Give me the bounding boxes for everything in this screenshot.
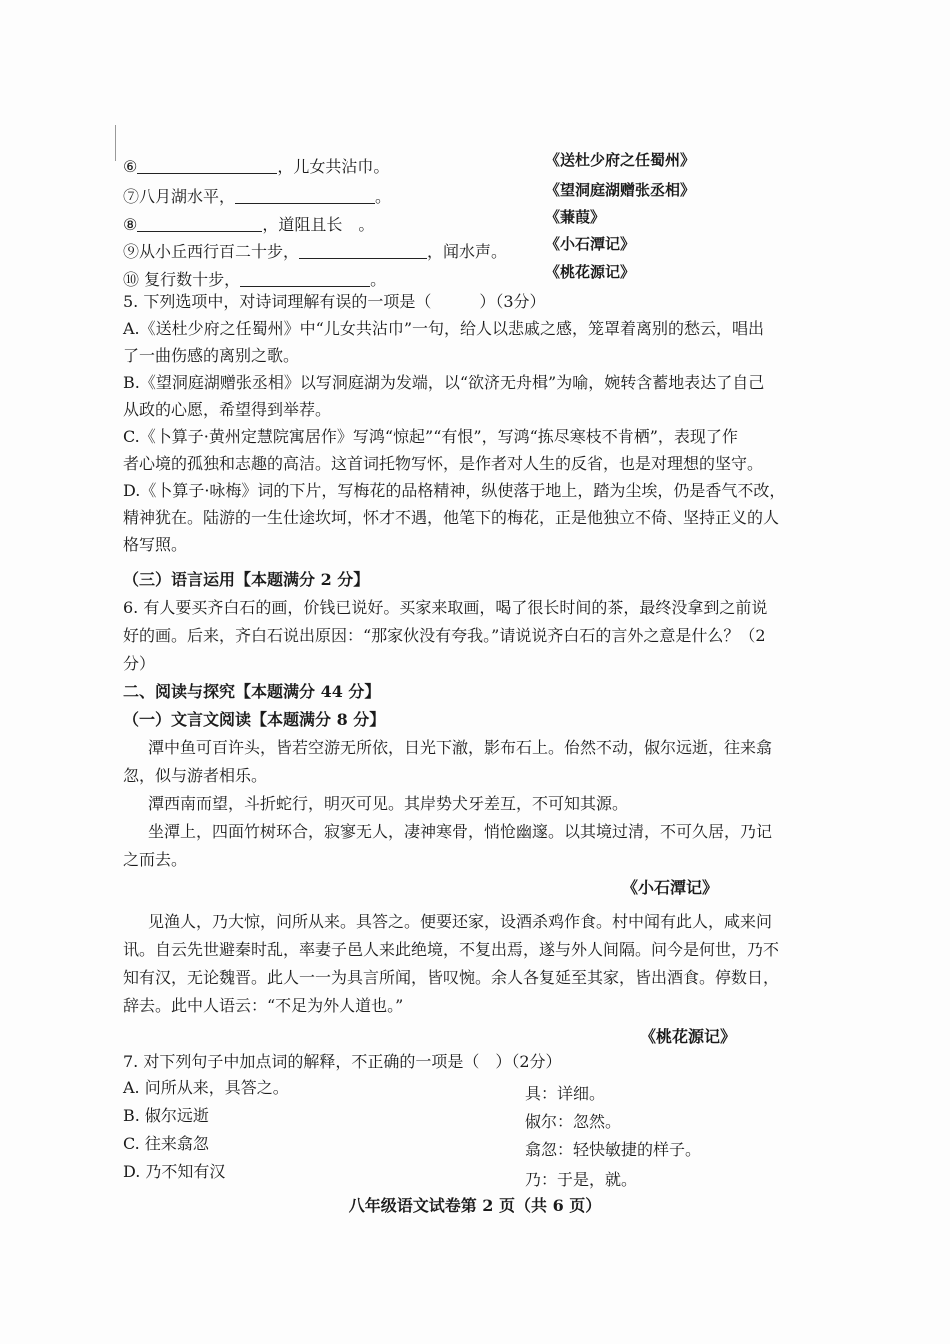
fill-source-8: 《蒹葭》: [545, 208, 606, 226]
section-language-use: （三）语言运用【本题满分 2 分】: [123, 570, 370, 589]
passage1-p2: 潭西南而望，斗折蛇行，明灭可见。其岸势犬牙差互，不可知其源。: [148, 794, 629, 813]
answer-blank[interactable]: [240, 270, 370, 287]
fill-item-9: [123, 242, 507, 262]
q5-option-d-line1: D.《卜算子·咏梅》词的下片，写梅花的品格精神，纵使落于地上，踏为尘埃，仍是香气不改，: [123, 481, 786, 500]
q6-line3: 分）: [123, 654, 156, 673]
fill-source-6: 《送杜少府之任蜀州》: [545, 151, 696, 169]
passage1-p3-line1: 坐潭上，四面竹树环合，寂寥无人，凄神寒骨，悄怆幽邃。以其境过清，不可久居，乃记: [148, 822, 773, 841]
q7-gloss-d: 乃：于是，就。: [525, 1170, 638, 1189]
fill-prefix: ⑨从小丘西行百二十步，: [123, 242, 300, 261]
q7-option-b: B. 俶尔远逝: [123, 1106, 209, 1125]
q5-stem: 5. 下列选项中，对诗词理解有误的一项是（ ）（3分）: [123, 292, 546, 311]
fill-prefix: ⑩ 复行数十步，: [123, 270, 241, 289]
q5-option-c-line1: C.《卜算子·黄州定慧院寓居作》写鸿“惊起”“有恨”，写鸿“拣尽寒枝不肯栖”，表现了作: [123, 427, 738, 446]
q7-option-a: A. 问所从来，具答之。: [123, 1078, 289, 1097]
q5-option-a-line1: A.《送杜少府之任蜀州》中“儿女共沾巾”一句，给人以悲戚之感，笼罩着离别的愁云，唱出: [123, 319, 765, 338]
passage1-p1-line2: 忽，似与游者相乐。: [123, 766, 268, 785]
passage2-source: 《桃花源记》: [640, 1027, 737, 1046]
fill-prefix: ⑥: [123, 157, 138, 176]
q7-gloss-c: 翕忽：轻快敏捷的样子。: [525, 1140, 702, 1159]
page-footer: 八年级语文试卷第 2 页（共 6 页）: [348, 1196, 602, 1215]
q5-option-b-line2: 从政的心愿，希望得到举荐。: [123, 400, 332, 419]
answer-blank[interactable]: [235, 187, 375, 204]
q7-stem: 7. 对下列句子中加点词的解释，不正确的一项是（ ）（2分）: [123, 1052, 562, 1071]
section-classical-reading: （一）文言文阅读【本题满分 8 分】: [123, 710, 386, 729]
fill-suffix: 。: [375, 187, 392, 206]
q7-option-d: D. 乃不知有汉: [123, 1162, 226, 1181]
fill-suffix: ，闻水声。: [427, 242, 508, 261]
fill-prefix: ⑧: [123, 215, 138, 234]
q5-option-d-line2: 精神犹在。陆游的一生仕途坎坷，怀才不遇，他笔下的梅花，正是他独立不倚、坚持正义的人: [123, 508, 780, 527]
q7-gloss-b: 俶尔：忽然。: [525, 1112, 622, 1131]
q5-option-c-line2: 者心境的孤独和志趣的高洁。这首词托物写怀，是作者对人生的反省，也是对理想的坚守。: [123, 454, 764, 473]
answer-blank[interactable]: [299, 242, 427, 259]
passage2-line3: 知有汉，无论魏晋。此人一一为具言所闻，皆叹惋。余人各复延至其家，皆出酒食。停数日，: [123, 968, 780, 987]
q5-option-d-line3: 格写照。: [123, 535, 188, 554]
answer-blank[interactable]: [137, 157, 277, 174]
passage2-line4: 辞去。此中人语云：“不足为外人道也。”: [123, 996, 404, 1015]
fill-source-10: 《桃花源记》: [545, 263, 636, 281]
fill-item-7: [123, 187, 391, 207]
q5-option-b-line1: B.《望洞庭湖赠张丞相》以写洞庭湖为发端，以“欲济无舟楫”为喻，婉转含蓄地表达了自己: [123, 373, 765, 392]
fill-suffix: ，儿女共沾巾。: [277, 157, 390, 176]
fill-source-9: 《小石潭记》: [545, 235, 636, 253]
fill-suffix: 。: [370, 270, 387, 289]
passage1-p1-line1: 潭中鱼可百许头，皆若空游无所依，日光下澈，影布石上。佁然不动，俶尔远逝，往来翕: [148, 738, 773, 757]
scan-mark: [115, 125, 116, 161]
answer-blank[interactable]: [137, 215, 262, 232]
fill-source-7: 《望洞庭湖赠张丞相》: [545, 181, 696, 199]
fill-item-6: [123, 157, 389, 177]
q5-option-a-line2: 了一曲伤感的离别之歌。: [123, 346, 300, 365]
fill-prefix: ⑦八月湖水平，: [123, 187, 236, 206]
passage1-p3-line2: 之而去。: [123, 850, 188, 869]
passage2-line1: 见渔人，乃大惊，问所从来。具答之。便要还家，设酒杀鸡作食。村中闻有此人，咸来问: [148, 912, 773, 931]
q7-option-c: C. 往来翕忽: [123, 1134, 209, 1153]
fill-item-8: [123, 215, 374, 235]
q6-line2: 好的画。后来，齐白石说出原因：“那家伙没有夸我。”请说说齐白石的言外之意是什么？（2: [123, 626, 766, 645]
part2-heading: 二、阅读与探究【本题满分 44 分】: [123, 682, 381, 701]
passage1-source: 《小石潭记》: [622, 878, 719, 897]
passage2-line2: 讯。自云先世避秦时乱，率妻子邑人来此绝境，不复出焉，遂与外人间隔。问今是何世，乃不: [123, 940, 780, 959]
q6-line1: 6. 有人要买齐白石的画，价钱已说好。买家来取画，喝了很长时间的茶，最终没拿到之前说: [123, 598, 768, 617]
fill-item-10: [123, 270, 386, 290]
q7-gloss-a: 具：详细。: [525, 1084, 606, 1103]
fill-suffix: ，道阻且长 。: [262, 215, 375, 234]
